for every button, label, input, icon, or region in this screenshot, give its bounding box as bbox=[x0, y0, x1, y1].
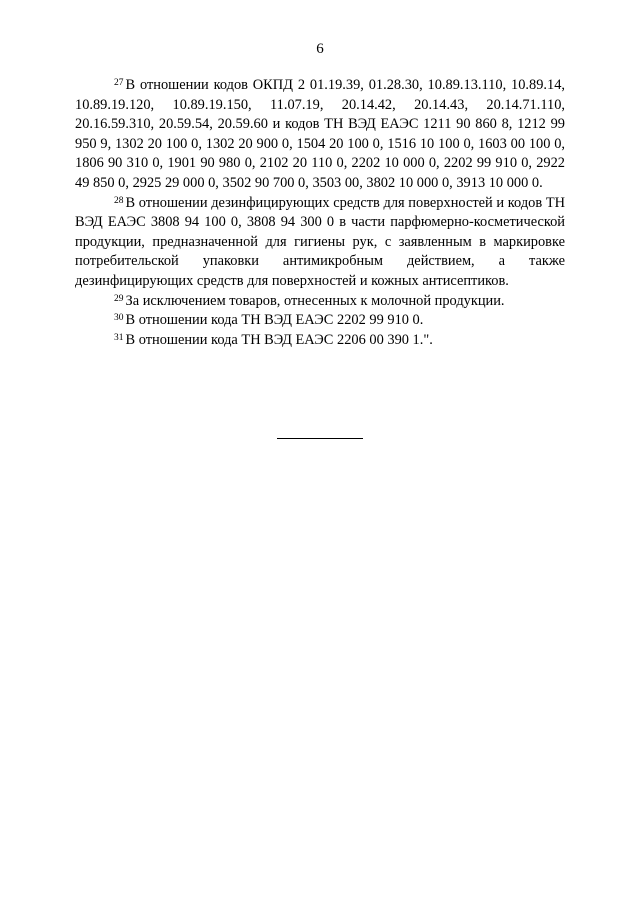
footnote-text: В отношении кода ТН ВЭД ЕАЭС 2202 99 910 0. bbox=[125, 312, 424, 329]
footnote-marker: 31 bbox=[114, 332, 124, 343]
footnote-marker: 30 bbox=[114, 313, 124, 324]
footnote-marker: 27 bbox=[114, 78, 124, 88]
footnote-marker: 28 bbox=[114, 195, 124, 206]
footnote-31 bbox=[75, 331, 565, 351]
footnote-28 bbox=[75, 194, 565, 292]
footnote-29 bbox=[75, 292, 565, 312]
end-divider-line bbox=[277, 438, 363, 439]
footnote-30 bbox=[75, 311, 565, 331]
footnotes-block bbox=[75, 76, 565, 350]
footnote-text: В отношении кода ТН ВЭД ЕАЭС 2206 00 390 1.". bbox=[125, 331, 433, 348]
footnote-marker: 29 bbox=[114, 293, 124, 304]
footnote-text: В отношении дезинфицирующих средств для поверхностей и кодов ТН ВЭД ЕАЭС 3808 94 100 0, 3808 94 300 0 в части парфюмерно-косметической продукции, предназначенной для гигиены рук, с заявленным в маркировке потребительской упаковки антимикробным действием, а также дезинфицирующих средств для поверхностей и кожных антисептиков. bbox=[75, 194, 565, 289]
footnote-text: За исключением товаров, отнесенных к молочной продукции. bbox=[125, 292, 505, 309]
page-number: 6 bbox=[316, 41, 324, 57]
footnote-27 bbox=[75, 76, 565, 194]
footnote-text: В отношении кодов ОКПД 2 01.19.39, 01.28.30, 10.89.13.110, 10.89.14, 10.89.19.120, 10.89.19.150, 11.07.19, 20.14.42, 20.14.43, 20.14.71.110, 20.16.59.310, 20.59.54, 20.59.60 и кодов ТН ВЭД ЕАЭС 1211 90 860 8, 1212 99 950 9, 1302 20 100 0, 1302 20 900 0, 1504 20 100 0, 1516 10 100 0, 1603 00 100 0, 1806 90 310 0, 1901 90 980 0, 2102 20 110 0, 2202 10 000 0, 2202 99 910 0, 2922 49 850 0, 2925 29 000 0, 3502 90 700 0, 3503 00, 3802 10 000 0, 3913 10 000 0. bbox=[75, 77, 565, 191]
